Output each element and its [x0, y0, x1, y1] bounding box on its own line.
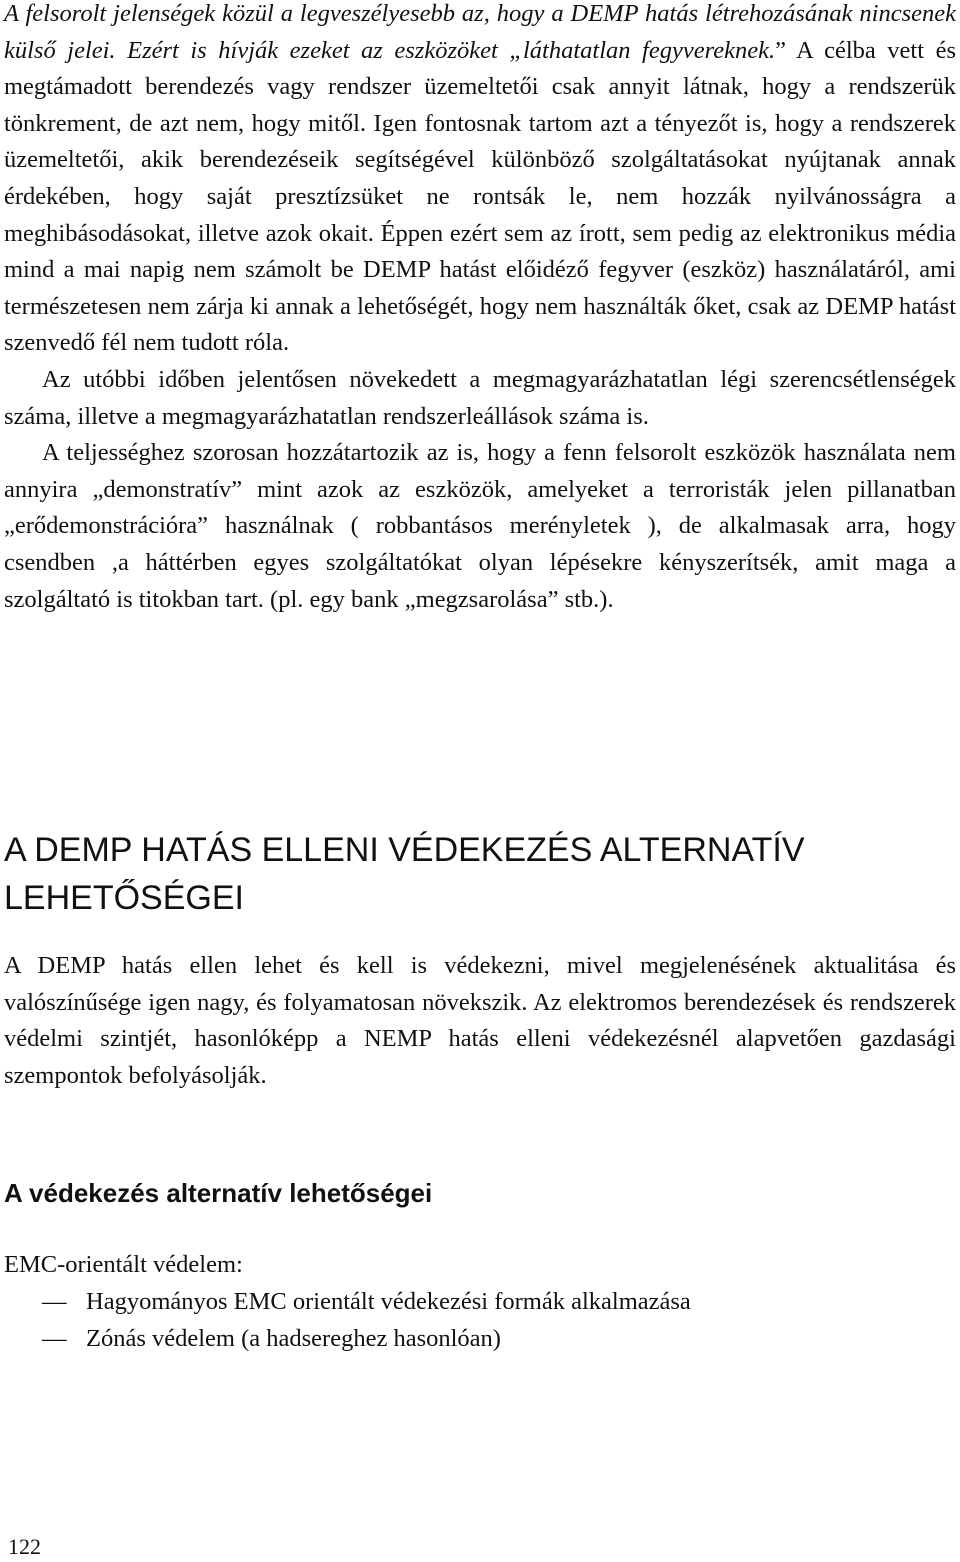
list-item-text: Hagyományos EMC orientált védekezési formák alkalmazása [86, 1288, 691, 1315]
section-paragraph: A DEMP hatás ellen lehet és kell is védekezni, mivel megjelenésének aktualitása és valószínűsége igen nagy, és folyamatosan növekszik. Az elektromos berendezések és rendszerek védelmi szintjét, hasonlóképp a NEMP hatás elleni védekezésnél alapvetően gazdasági szempontok befolyásolják. [4, 952, 956, 1089]
paragraph-1-body: ” A célba vett és megtámadott berendezés vagy rendszer üzemeltetői csak annyit látnak, hogy a rendszerük tönkrement, de azt nem, hogy mitől. Igen fontosnak tartom azt a tényezőt is, hogy a rendszerek üzemeltetői, akik berendezéseik segítségével különböző szolgáltatásokat nyújtanak annak érdekében, hogy saját presztízsüket ne rontsák le, nem hozzák nyilvánosságra a meghibásodásokat, illetve azok okait. Éppen ezért sem az írott, sem pedig az elektronikus média mind a mai napig nem számolt be DEMP hatást előidéző fegyver (eszköz) használatáról, ami természetesen nem zárja ki annak a lehetőségét, hogy nem használták őket, csak az DEMP hatást szenvedő fél nem tudott róla. [4, 36, 956, 357]
document-page [4, 0, 956, 1562]
list-item-text: Zónás védelem (a hadsereghez hasonlóan) [86, 1325, 501, 1352]
subsection-title: A védekezés alternatív lehetőségei [4, 1178, 433, 1208]
paragraph-1 [4, 0, 956, 362]
paragraph-1-italic: A felsorolt jelenségek közül a legveszélyesebb az, hogy a DEMP hatás létrehozásának nincsenek külső jelei. Ezért is hívják ezeket az eszközöket „láthatatlan fegyvereknek. [4, 0, 956, 64]
dash-mark: — [42, 1288, 67, 1315]
section-text-block [4, 948, 956, 1094]
section-title: A DEMP HATÁS ELLENI VÉDEKEZÉS ALTERNATÍV LEHETŐSÉGEI [4, 831, 805, 917]
list-item [4, 1283, 956, 1320]
paragraph-2: Az utóbbi időben jelentősen növekedett a megmagyarázhatatlan légi szerencsétlenségek száma, illetve a megmagyarázhatatlan rendszerleállások száma is. [4, 365, 956, 430]
page-number: 122 [8, 1534, 41, 1559]
dash-mark: — [42, 1325, 67, 1352]
list-item [4, 1320, 956, 1357]
paragraph-3: A teljességhez szorosan hozzátartozik az is, hogy a fenn felsorolt eszközök használata nem annyira „demonstratív” mint azok az eszközök, amelyeket a terroristák jelen pillanatban „erődemonstrációra” használnak ( robbantásos merényletek ), de alkalmasak arra, hogy csendben ,a háttérben egyes szolgáltatókat olyan lépésekre kényszerítsék, amit maga a szolgáltató is titokban tart. (pl. egy bank „megzsarolása” stb.). [4, 439, 956, 613]
emc-list [4, 1246, 956, 1357]
emc-label: EMC-orientált védelem: [4, 1251, 243, 1278]
top-text-block [4, 0, 956, 618]
